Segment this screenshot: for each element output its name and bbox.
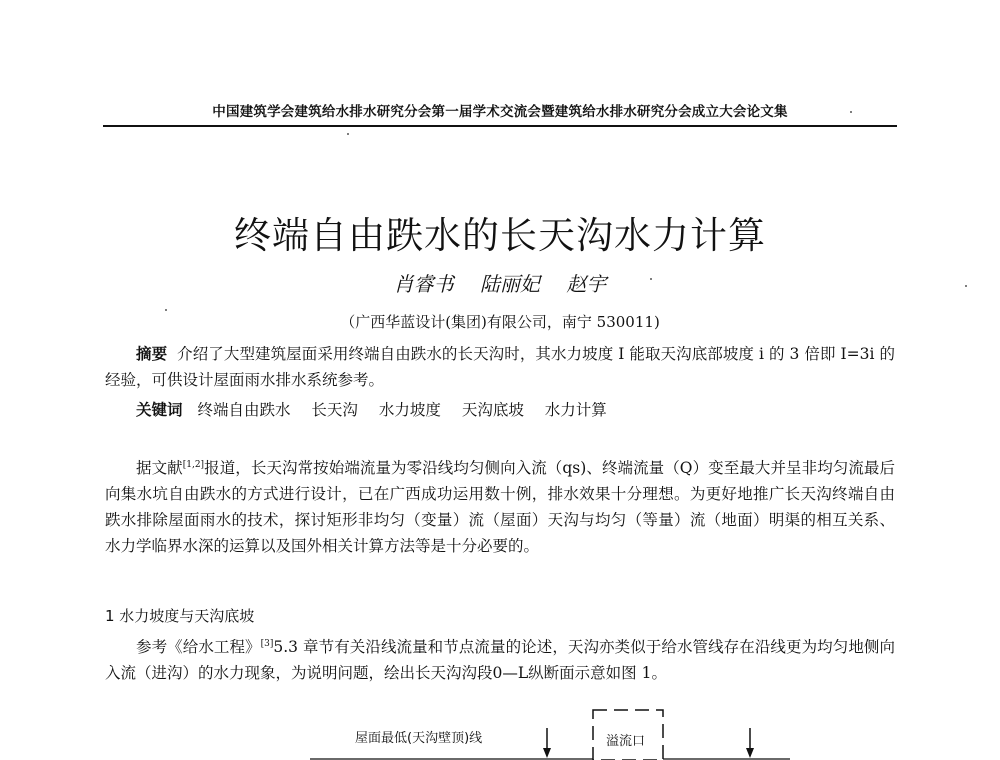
keyword: 水力计算 (544, 401, 607, 419)
author-1: 肖睿书 (393, 272, 454, 296)
keywords-label: 关键词 (136, 400, 183, 419)
scan-speck (965, 285, 967, 287)
arrow-head (543, 748, 551, 758)
body1-lead: 据文献 (136, 459, 183, 477)
scan-speck (165, 309, 167, 311)
body2-text: 5.3 章节有关沿线流量和节点流量的论述，天沟亦类似于给水管线存在沿线更为均匀地侧向入流（进沟）的水力现象，为说明问题，绘出长天沟沟段0—L纵断面示意如图 1。 (105, 638, 895, 682)
keyword: 长天沟 (311, 401, 358, 419)
header-rule (103, 125, 897, 127)
running-header: 中国建筑学会建筑给水排水研究分会第一届学术交流会暨建筑给水排水研究分会成立大会论文集 (212, 104, 788, 120)
figure-1-partial (310, 708, 790, 760)
keyword: 水力坡度 (378, 401, 441, 419)
body-paragraph-2 (105, 634, 895, 686)
abstract (105, 341, 895, 393)
section-heading: 1 水力坡度与天沟底坡 (105, 607, 255, 625)
author-3: 赵宇 (566, 272, 607, 296)
abstract-label: 摘要 (136, 344, 168, 363)
author-2: 陆丽妃 (480, 272, 540, 296)
citation: [3] (260, 638, 274, 649)
keyword: 终端自由跌水 (197, 401, 291, 419)
affiliation: （广西华蓝设计(集团)有限公司，南宁 530011) (340, 313, 660, 331)
keyword: 天沟底坡 (461, 401, 524, 419)
body-paragraph-1 (105, 455, 895, 559)
citation: [1,2] (182, 459, 205, 470)
arrow-head (746, 748, 754, 758)
roof-line-label: 屋面最低(天沟壁顶)线 (355, 731, 483, 746)
scan-speck (347, 133, 349, 135)
keywords (105, 397, 895, 423)
scan-speck (650, 278, 652, 280)
authors (105, 268, 895, 297)
scan-speck (850, 111, 852, 113)
paper-title: 终端自由跌水的长天沟水力计算 (234, 214, 766, 257)
abstract-text: 介绍了大型建筑屋面采用终端自由跌水的长天沟时，其水力坡度 I 能取天沟底部坡度 i 的 3 倍即 I=3i 的经验，可供设计屋面雨水排水系统参考。 (105, 345, 895, 389)
overflow-label: 溢流口 (606, 734, 646, 749)
body2-lead: 参考《给水工程》 (136, 638, 261, 656)
body1-text: 报道，长天沟常按始端流量为零沿线均匀侧向入流（qs)、终端流量（Q）变至最大并呈非均匀流最后向集水坑自由跌水的方式进行设计，已在广西成功运用数十例，排水效果十分理想。为更好地推广长天沟终端自由跌水排除屋面雨水的技术，探讨矩形非均匀（变量）流（屋面）天沟与均匀（等量）流（地面）明渠的相互关系、水力学临界水深的运算以及国外相关计算方法等是十分必要的。 (105, 459, 895, 555)
